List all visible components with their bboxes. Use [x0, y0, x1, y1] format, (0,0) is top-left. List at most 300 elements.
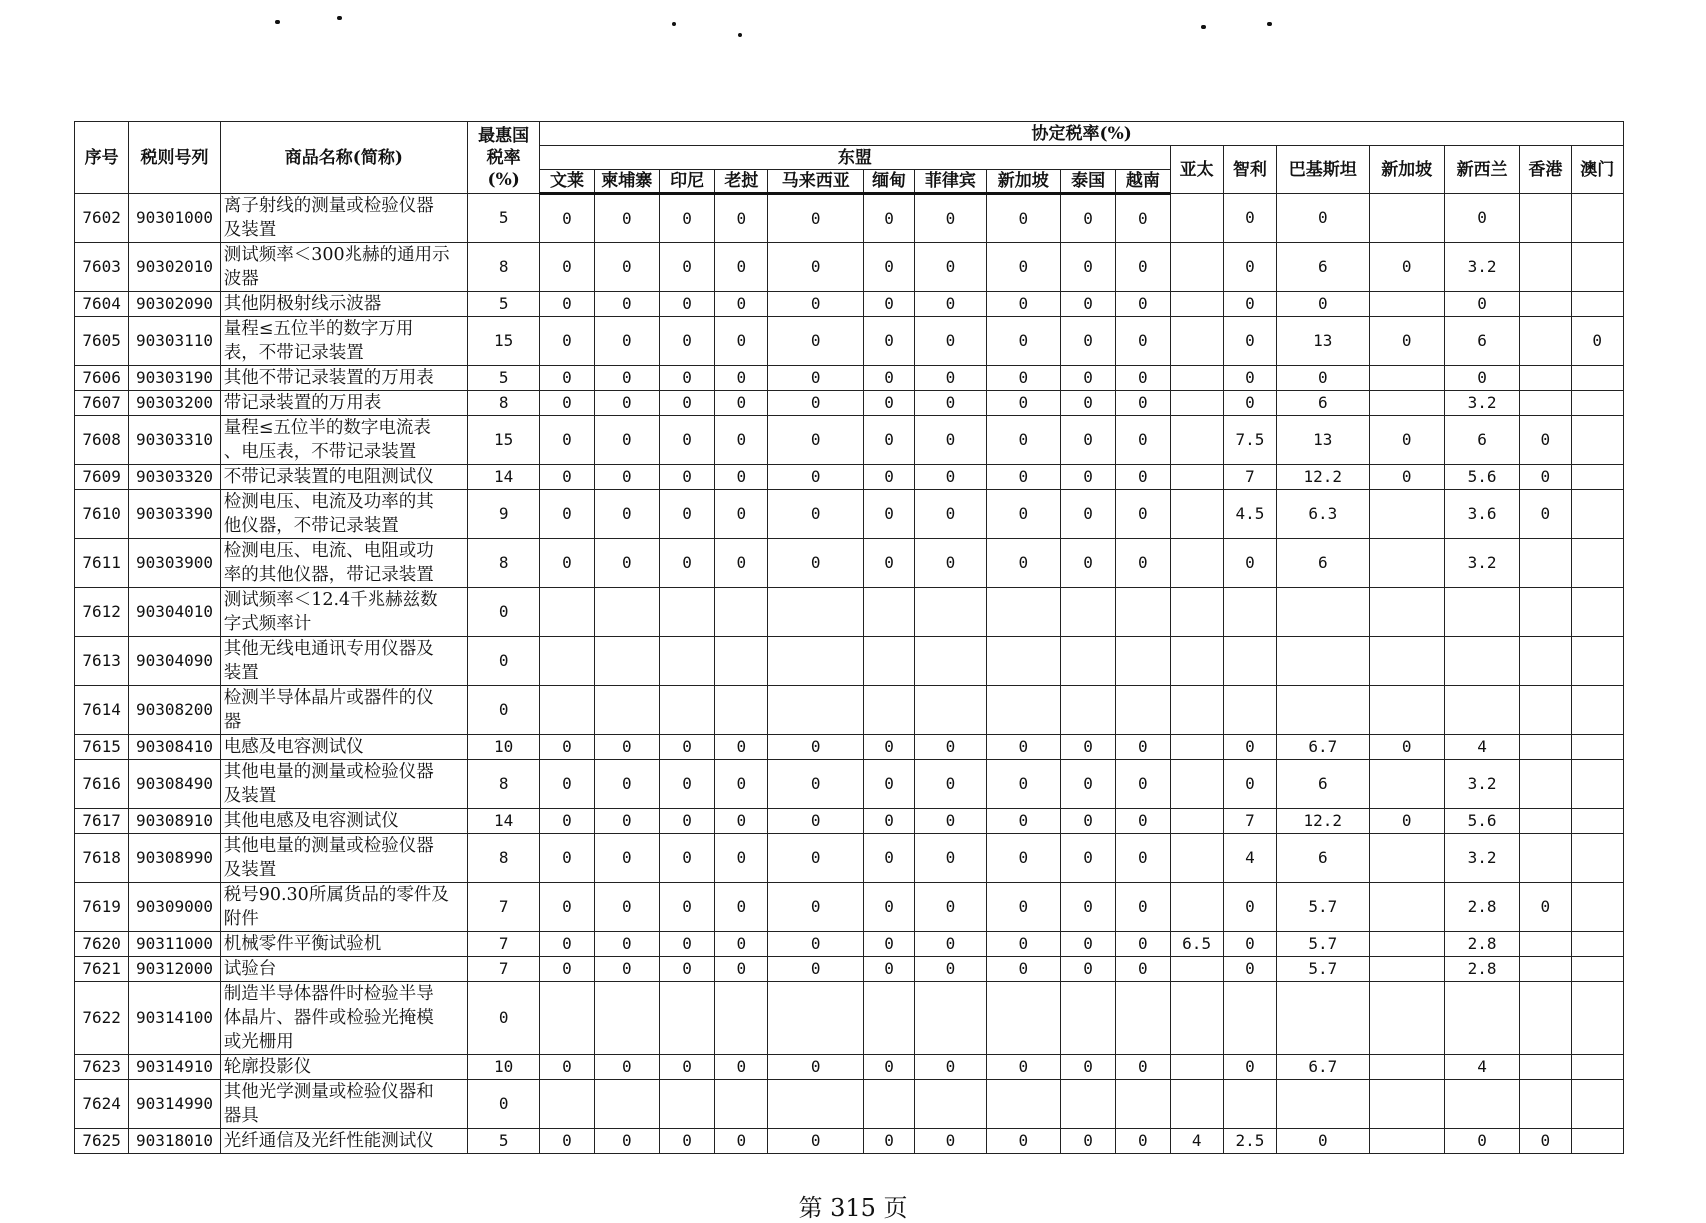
name-cell	[220, 588, 467, 637]
partner-rate-cell	[1369, 1080, 1444, 1129]
partner-rate-cell: 0	[1369, 243, 1444, 292]
asean-rate-cell: 0	[540, 957, 594, 982]
seq-cell: 7607	[75, 391, 129, 416]
mfn-cell: 15	[467, 416, 539, 465]
asean-rate-cell	[659, 637, 714, 686]
asean-rate-cell	[1060, 982, 1115, 1055]
asean-rate-cell: 0	[594, 809, 659, 834]
name-cell	[220, 932, 467, 957]
asean-rate-cell	[715, 686, 768, 735]
mfn-cell: 14	[467, 809, 539, 834]
partner-rate-cell	[1571, 1055, 1624, 1080]
asean-rate-cell: 0	[715, 932, 768, 957]
mfn-cell: 8	[467, 243, 539, 292]
partner-rate-cell	[1571, 1080, 1624, 1129]
seq-cell: 7612	[75, 588, 129, 637]
name-line: 检测半导体晶片或器件的仪	[223, 688, 434, 708]
asean-rate-cell: 0	[540, 809, 594, 834]
partner-rate-cell	[1571, 735, 1624, 760]
partner-rate-cell	[1520, 366, 1571, 391]
code-cell: 90308410	[129, 735, 220, 760]
partner-rate-cell: 0	[1520, 416, 1571, 465]
partner-rate-cell	[1369, 932, 1444, 957]
asean-rate-cell: 0	[863, 194, 914, 243]
seq-cell: 7621	[75, 957, 129, 982]
partner-rate-cell: 0	[1520, 465, 1571, 490]
seq-cell: 7622	[75, 982, 129, 1055]
header-asean: 东盟	[540, 146, 1170, 170]
partner-rate-cell: 6.7	[1277, 1055, 1369, 1080]
partner-rate-cell: 2.8	[1444, 932, 1519, 957]
asean-rate-cell: 0	[594, 490, 659, 539]
asean-rate-cell: 0	[768, 932, 863, 957]
partner-rate-cell	[1170, 883, 1223, 932]
table-row	[75, 982, 1624, 1055]
partner-rate-cell: 0	[1223, 932, 1276, 957]
asean-rate-cell: 0	[915, 957, 986, 982]
header-asean-member: 泰国	[1060, 170, 1115, 194]
partner-rate-cell: 12.2	[1277, 809, 1369, 834]
seq-cell: 7620	[75, 932, 129, 957]
asean-rate-cell: 0	[540, 391, 594, 416]
asean-rate-cell: 0	[540, 539, 594, 588]
partner-rate-cell	[1444, 637, 1519, 686]
asean-rate-cell: 0	[715, 834, 768, 883]
table-row	[75, 1129, 1624, 1154]
header-agreement: 协定税率(%)	[540, 122, 1624, 146]
partner-rate-cell	[1223, 982, 1276, 1055]
asean-rate-cell	[986, 637, 1060, 686]
asean-rate-cell: 0	[659, 292, 714, 317]
mfn-cell: 5	[467, 1129, 539, 1154]
partner-rate-cell	[1520, 982, 1571, 1055]
name-line: 检测电压、电流及功率的其	[223, 492, 434, 512]
asean-rate-cell: 0	[863, 760, 914, 809]
header-seq: 序号	[75, 122, 129, 194]
partner-rate-cell: 6.5	[1170, 932, 1223, 957]
partner-rate-cell: 6.3	[1277, 490, 1369, 539]
header-code: 税则号列	[129, 122, 220, 194]
asean-rate-cell: 0	[768, 735, 863, 760]
asean-rate-cell	[768, 637, 863, 686]
name-line: 波器	[223, 269, 259, 289]
header-partner: 巴基斯坦	[1277, 146, 1369, 194]
partner-rate-cell: 0	[1277, 366, 1369, 391]
name-line: 及装置	[223, 220, 277, 240]
partner-rate-cell	[1571, 760, 1624, 809]
asean-rate-cell: 0	[986, 760, 1060, 809]
partner-rate-cell	[1520, 391, 1571, 416]
name-line: 其他电量的测量或检验仪器	[223, 836, 434, 856]
asean-rate-cell: 0	[540, 243, 594, 292]
asean-rate-cell: 0	[1116, 539, 1170, 588]
asean-rate-cell: 0	[768, 366, 863, 391]
partner-rate-cell	[1223, 686, 1276, 735]
asean-rate-cell: 0	[1060, 317, 1115, 366]
header-mfn-line: 税率	[486, 147, 521, 168]
asean-rate-cell	[1060, 637, 1115, 686]
asean-rate-cell: 0	[863, 490, 914, 539]
asean-rate-cell	[594, 686, 659, 735]
partner-rate-cell	[1520, 735, 1571, 760]
name-line: 装置	[223, 663, 259, 683]
partner-rate-cell	[1277, 1080, 1369, 1129]
asean-rate-cell: 0	[768, 1055, 863, 1080]
code-cell: 90308490	[129, 760, 220, 809]
name-line: 测试频率＜300兆赫的通用示	[223, 245, 450, 265]
name-cell	[220, 317, 467, 366]
partner-rate-cell	[1520, 809, 1571, 834]
partner-rate-cell	[1520, 1080, 1571, 1129]
table-header	[75, 122, 1624, 194]
asean-rate-cell: 0	[863, 416, 914, 465]
header-mfn-line: 最惠国	[478, 125, 530, 146]
partner-rate-cell	[1571, 416, 1624, 465]
partner-rate-cell	[1277, 637, 1369, 686]
partner-rate-cell: 5.6	[1444, 465, 1519, 490]
asean-rate-cell	[594, 1080, 659, 1129]
asean-rate-cell	[1116, 686, 1170, 735]
asean-rate-cell: 0	[915, 465, 986, 490]
mfn-cell: 8	[467, 760, 539, 809]
code-cell: 90304090	[129, 637, 220, 686]
asean-rate-cell: 0	[915, 539, 986, 588]
asean-rate-cell: 0	[1060, 391, 1115, 416]
asean-rate-cell: 0	[1060, 834, 1115, 883]
asean-rate-cell: 0	[986, 292, 1060, 317]
table-body	[75, 194, 1624, 1154]
asean-rate-cell	[659, 686, 714, 735]
partner-rate-cell	[1170, 809, 1223, 834]
code-cell: 90314100	[129, 982, 220, 1055]
name-cell	[220, 490, 467, 539]
asean-rate-cell: 0	[540, 760, 594, 809]
code-cell: 90303200	[129, 391, 220, 416]
partner-rate-cell	[1444, 588, 1519, 637]
partner-rate-cell: 0	[1369, 809, 1444, 834]
asean-rate-cell: 0	[659, 243, 714, 292]
code-cell: 90314910	[129, 1055, 220, 1080]
asean-rate-cell: 0	[768, 957, 863, 982]
table-row	[75, 243, 1624, 292]
asean-rate-cell	[1116, 637, 1170, 686]
partner-rate-cell	[1571, 932, 1624, 957]
asean-rate-cell: 0	[863, 957, 914, 982]
mfn-cell: 8	[467, 834, 539, 883]
asean-rate-cell	[594, 637, 659, 686]
asean-rate-cell: 0	[594, 539, 659, 588]
asean-rate-cell: 0	[1060, 957, 1115, 982]
mfn-cell: 0	[467, 686, 539, 735]
asean-rate-cell	[1116, 982, 1170, 1055]
asean-rate-cell: 0	[594, 317, 659, 366]
asean-rate-cell: 0	[715, 317, 768, 366]
asean-rate-cell: 0	[715, 735, 768, 760]
code-cell: 90301000	[129, 194, 220, 243]
asean-rate-cell: 0	[594, 243, 659, 292]
asean-rate-cell: 0	[594, 416, 659, 465]
partner-rate-cell: 0	[1277, 1129, 1369, 1154]
asean-rate-cell: 0	[915, 391, 986, 416]
asean-rate-cell: 0	[659, 1055, 714, 1080]
partner-rate-cell	[1170, 391, 1223, 416]
asean-rate-cell: 0	[1116, 957, 1170, 982]
asean-rate-cell: 0	[768, 809, 863, 834]
asean-rate-cell: 0	[863, 735, 914, 760]
partner-rate-cell	[1369, 1129, 1444, 1154]
asean-rate-cell: 0	[594, 292, 659, 317]
asean-rate-cell: 0	[1116, 932, 1170, 957]
header-partner: 智利	[1223, 146, 1276, 194]
partner-rate-cell: 7	[1223, 809, 1276, 834]
name-cell	[220, 391, 467, 416]
asean-rate-cell: 0	[768, 292, 863, 317]
asean-rate-cell: 0	[768, 834, 863, 883]
partner-rate-cell: 0	[1223, 194, 1276, 243]
asean-rate-cell: 0	[915, 883, 986, 932]
asean-rate-cell: 0	[1060, 883, 1115, 932]
asean-rate-cell	[986, 982, 1060, 1055]
mfn-cell: 10	[467, 735, 539, 760]
mfn-cell: 0	[467, 982, 539, 1055]
name-line: 量程≤五位半的数字万用	[223, 319, 414, 339]
partner-rate-cell: 0	[1223, 317, 1276, 366]
asean-rate-cell: 0	[715, 465, 768, 490]
name-cell	[220, 1080, 467, 1129]
name-cell	[220, 735, 467, 760]
partner-rate-cell	[1520, 760, 1571, 809]
table-row	[75, 735, 1624, 760]
code-cell: 90304010	[129, 588, 220, 637]
partner-rate-cell	[1170, 834, 1223, 883]
asean-rate-cell: 0	[659, 194, 714, 243]
code-cell: 90302010	[129, 243, 220, 292]
asean-rate-cell: 0	[986, 1129, 1060, 1154]
name-line: 其他不带记录装置的万用表	[223, 368, 434, 388]
name-line: 制造半导体器件时检验半导	[223, 984, 434, 1004]
asean-rate-cell: 0	[594, 735, 659, 760]
asean-rate-cell: 0	[1060, 1055, 1115, 1080]
partner-rate-cell	[1520, 637, 1571, 686]
asean-rate-cell: 0	[1060, 243, 1115, 292]
asean-rate-cell: 0	[1060, 465, 1115, 490]
partner-rate-cell: 0	[1223, 292, 1276, 317]
asean-rate-cell: 0	[540, 416, 594, 465]
partner-rate-cell	[1277, 686, 1369, 735]
seq-cell: 7602	[75, 194, 129, 243]
asean-rate-cell: 0	[986, 834, 1060, 883]
partner-rate-cell	[1369, 760, 1444, 809]
seq-cell: 7606	[75, 366, 129, 391]
partner-rate-cell	[1369, 982, 1444, 1055]
code-cell: 90308990	[129, 834, 220, 883]
asean-rate-cell: 0	[863, 391, 914, 416]
name-cell	[220, 194, 467, 243]
code-cell: 90303190	[129, 366, 220, 391]
partner-rate-cell	[1170, 317, 1223, 366]
partner-rate-cell	[1369, 490, 1444, 539]
partner-rate-cell	[1520, 686, 1571, 735]
name-line: 其他阴极射线示波器	[223, 294, 382, 314]
seq-cell: 7609	[75, 465, 129, 490]
asean-rate-cell: 0	[540, 932, 594, 957]
partner-rate-cell: 0	[1571, 317, 1624, 366]
asean-rate-cell: 0	[768, 243, 863, 292]
partner-rate-cell	[1223, 1080, 1276, 1129]
seq-cell: 7613	[75, 637, 129, 686]
partner-rate-cell: 0	[1223, 391, 1276, 416]
asean-rate-cell	[540, 982, 594, 1055]
asean-rate-cell: 0	[768, 317, 863, 366]
partner-rate-cell	[1369, 1055, 1444, 1080]
mfn-cell: 0	[467, 637, 539, 686]
asean-rate-cell	[915, 1080, 986, 1129]
asean-rate-cell: 0	[540, 1055, 594, 1080]
partner-rate-cell: 0	[1520, 883, 1571, 932]
mfn-cell: 0	[467, 588, 539, 637]
table-row	[75, 637, 1624, 686]
partner-rate-cell	[1520, 957, 1571, 982]
asean-rate-cell	[986, 1080, 1060, 1129]
partner-rate-cell: 0	[1444, 366, 1519, 391]
asean-rate-cell: 0	[1116, 883, 1170, 932]
mfn-cell: 0	[467, 1080, 539, 1129]
asean-rate-cell	[715, 982, 768, 1055]
asean-rate-cell: 0	[1116, 1129, 1170, 1154]
table-row	[75, 1080, 1624, 1129]
partner-rate-cell: 2.5	[1223, 1129, 1276, 1154]
asean-rate-cell	[915, 982, 986, 1055]
seq-cell: 7624	[75, 1080, 129, 1129]
header-asean-member: 马来西亚	[768, 170, 863, 194]
asean-rate-cell	[915, 637, 986, 686]
mfn-cell: 5	[467, 366, 539, 391]
asean-rate-cell	[915, 588, 986, 637]
mfn-cell: 8	[467, 391, 539, 416]
partner-rate-cell: 7.5	[1223, 416, 1276, 465]
name-line: 带记录装置的万用表	[223, 393, 382, 413]
table-row	[75, 834, 1624, 883]
asean-rate-cell: 0	[986, 883, 1060, 932]
asean-rate-cell: 0	[986, 317, 1060, 366]
asean-rate-cell: 0	[540, 194, 594, 243]
partner-rate-cell	[1170, 1080, 1223, 1129]
partner-rate-cell	[1170, 735, 1223, 760]
seq-cell: 7611	[75, 539, 129, 588]
asean-rate-cell	[1060, 686, 1115, 735]
asean-rate-cell: 0	[659, 317, 714, 366]
partner-rate-cell: 6	[1277, 539, 1369, 588]
asean-rate-cell: 0	[986, 243, 1060, 292]
asean-rate-cell: 0	[715, 809, 768, 834]
asean-rate-cell: 0	[986, 490, 1060, 539]
seq-cell: 7615	[75, 735, 129, 760]
partner-rate-cell	[1369, 366, 1444, 391]
name-line: 器具	[223, 1106, 259, 1126]
name-cell	[220, 465, 467, 490]
partner-rate-cell	[1444, 982, 1519, 1055]
asean-rate-cell: 0	[915, 1129, 986, 1154]
partner-rate-cell: 3.6	[1444, 490, 1519, 539]
table-row	[75, 539, 1624, 588]
code-cell: 90311000	[129, 932, 220, 957]
partner-rate-cell	[1571, 686, 1624, 735]
asean-rate-cell: 0	[1060, 932, 1115, 957]
partner-rate-cell: 4.5	[1223, 490, 1276, 539]
partner-rate-cell	[1571, 243, 1624, 292]
asean-rate-cell	[540, 588, 594, 637]
partner-rate-cell	[1369, 834, 1444, 883]
asean-rate-cell	[1060, 1080, 1115, 1129]
partner-rate-cell: 5.7	[1277, 883, 1369, 932]
table-row	[75, 416, 1624, 465]
asean-rate-cell: 0	[594, 194, 659, 243]
asean-rate-cell: 0	[1116, 317, 1170, 366]
asean-rate-cell	[659, 588, 714, 637]
seq-cell: 7623	[75, 1055, 129, 1080]
seq-cell: 7603	[75, 243, 129, 292]
asean-rate-cell: 0	[659, 957, 714, 982]
name-line: 测试频率＜12.4千兆赫兹数	[223, 590, 438, 610]
partner-rate-cell: 0	[1369, 317, 1444, 366]
name-line: 检测电压、电流、电阻或功	[223, 541, 434, 561]
asean-rate-cell	[863, 588, 914, 637]
asean-rate-cell: 0	[768, 760, 863, 809]
asean-rate-cell: 0	[1116, 490, 1170, 539]
asean-rate-cell: 0	[540, 883, 594, 932]
table-row	[75, 465, 1624, 490]
name-line: 机械零件平衡试验机	[223, 934, 382, 954]
partner-rate-cell	[1571, 391, 1624, 416]
code-cell: 90308200	[129, 686, 220, 735]
partner-rate-cell	[1170, 539, 1223, 588]
partner-rate-cell	[1170, 292, 1223, 317]
partner-rate-cell: 6	[1277, 834, 1369, 883]
asean-rate-cell	[594, 982, 659, 1055]
partner-rate-cell: 13	[1277, 317, 1369, 366]
asean-rate-cell: 0	[715, 957, 768, 982]
asean-rate-cell: 0	[915, 760, 986, 809]
asean-rate-cell: 0	[659, 416, 714, 465]
partner-rate-cell: 0	[1369, 465, 1444, 490]
partner-rate-cell	[1571, 366, 1624, 391]
table-row	[75, 1055, 1624, 1080]
asean-rate-cell: 0	[659, 465, 714, 490]
asean-rate-cell: 0	[863, 366, 914, 391]
name-line: 其他光学测量或检验仪器和	[223, 1082, 434, 1102]
name-line: 量程≤五位半的数字电流表	[223, 418, 431, 438]
seq-cell: 7610	[75, 490, 129, 539]
name-line: 字式频率计	[223, 614, 312, 634]
asean-rate-cell: 0	[863, 1129, 914, 1154]
partner-rate-cell: 5.7	[1277, 932, 1369, 957]
name-line: 电感及电容测试仪	[223, 737, 364, 757]
partner-rate-cell: 0	[1369, 735, 1444, 760]
table-row	[75, 194, 1624, 243]
asean-rate-cell	[986, 588, 1060, 637]
name-cell	[220, 243, 467, 292]
partner-rate-cell	[1571, 1129, 1624, 1154]
partner-rate-cell	[1571, 883, 1624, 932]
asean-rate-cell: 0	[594, 366, 659, 391]
partner-rate-cell	[1369, 391, 1444, 416]
asean-rate-cell: 0	[659, 366, 714, 391]
header-asean-member: 老挝	[715, 170, 768, 194]
partner-rate-cell	[1369, 957, 1444, 982]
asean-rate-cell: 0	[715, 194, 768, 243]
code-cell: 90303390	[129, 490, 220, 539]
seq-cell: 7625	[75, 1129, 129, 1154]
